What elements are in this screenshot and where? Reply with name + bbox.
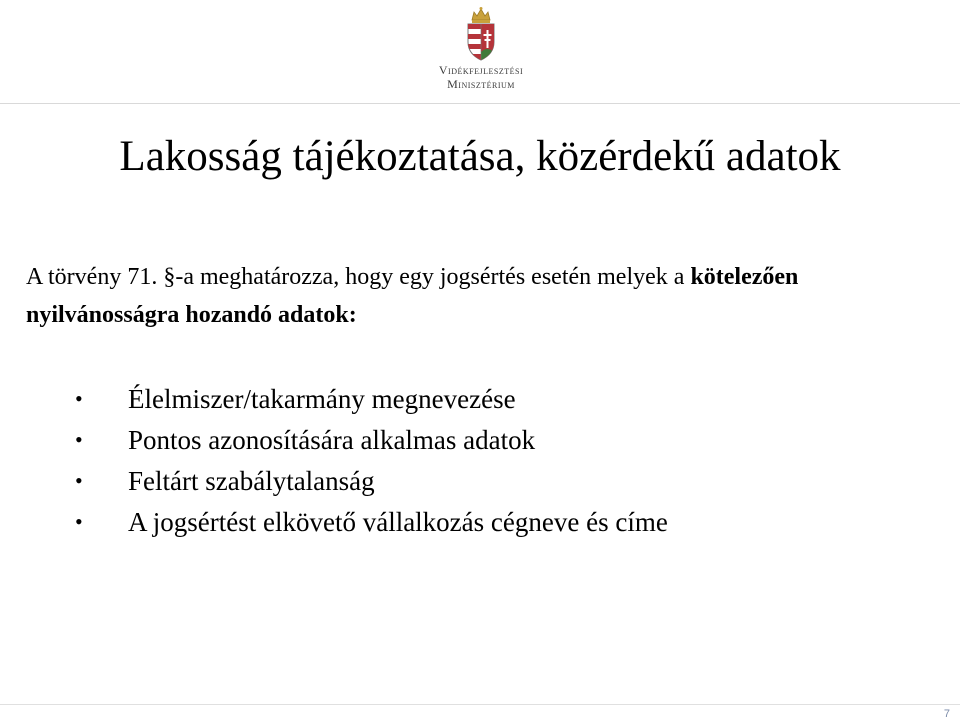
logo-line-2: Minisztérium	[447, 77, 515, 91]
intro-text: A törvény 71. §-a meghatározza, hogy egy jogsértés esetén melyek a	[26, 264, 691, 290]
list-item	[0, 421, 960, 462]
bullet-text: Feltárt szabálytalanság	[128, 466, 375, 496]
list-item	[0, 462, 960, 503]
intro-bold-text: kötelezően nyilvánosságra hozandó adatok:	[26, 264, 799, 328]
bullet-icon: •	[75, 468, 83, 493]
bullet-icon: •	[75, 386, 83, 411]
bullet-text: Pontos azonosítására alkalmas adatok	[128, 425, 536, 455]
intro-paragraph	[26, 258, 936, 334]
bullet-text: Élelmiszer/takarmány megnevezése	[128, 384, 516, 414]
ministry-logo	[420, 6, 542, 90]
bullet-icon: •	[75, 427, 83, 452]
list-item	[0, 380, 960, 421]
header-divider	[0, 103, 960, 104]
coat-of-arms-icon	[464, 6, 498, 62]
footer-divider	[0, 704, 960, 705]
bullet-text: A jogsértést elkövető vállalkozás cégneve és címe	[128, 507, 668, 537]
page-number: 7	[943, 708, 950, 720]
logo-line-1: Vidékfejlesztési	[438, 63, 524, 77]
slide-title: Lakosság tájékoztatása, közérdekű adatok	[119, 133, 841, 180]
bullet-icon: •	[75, 509, 83, 534]
list-item	[0, 503, 960, 544]
bullet-list	[0, 380, 960, 544]
